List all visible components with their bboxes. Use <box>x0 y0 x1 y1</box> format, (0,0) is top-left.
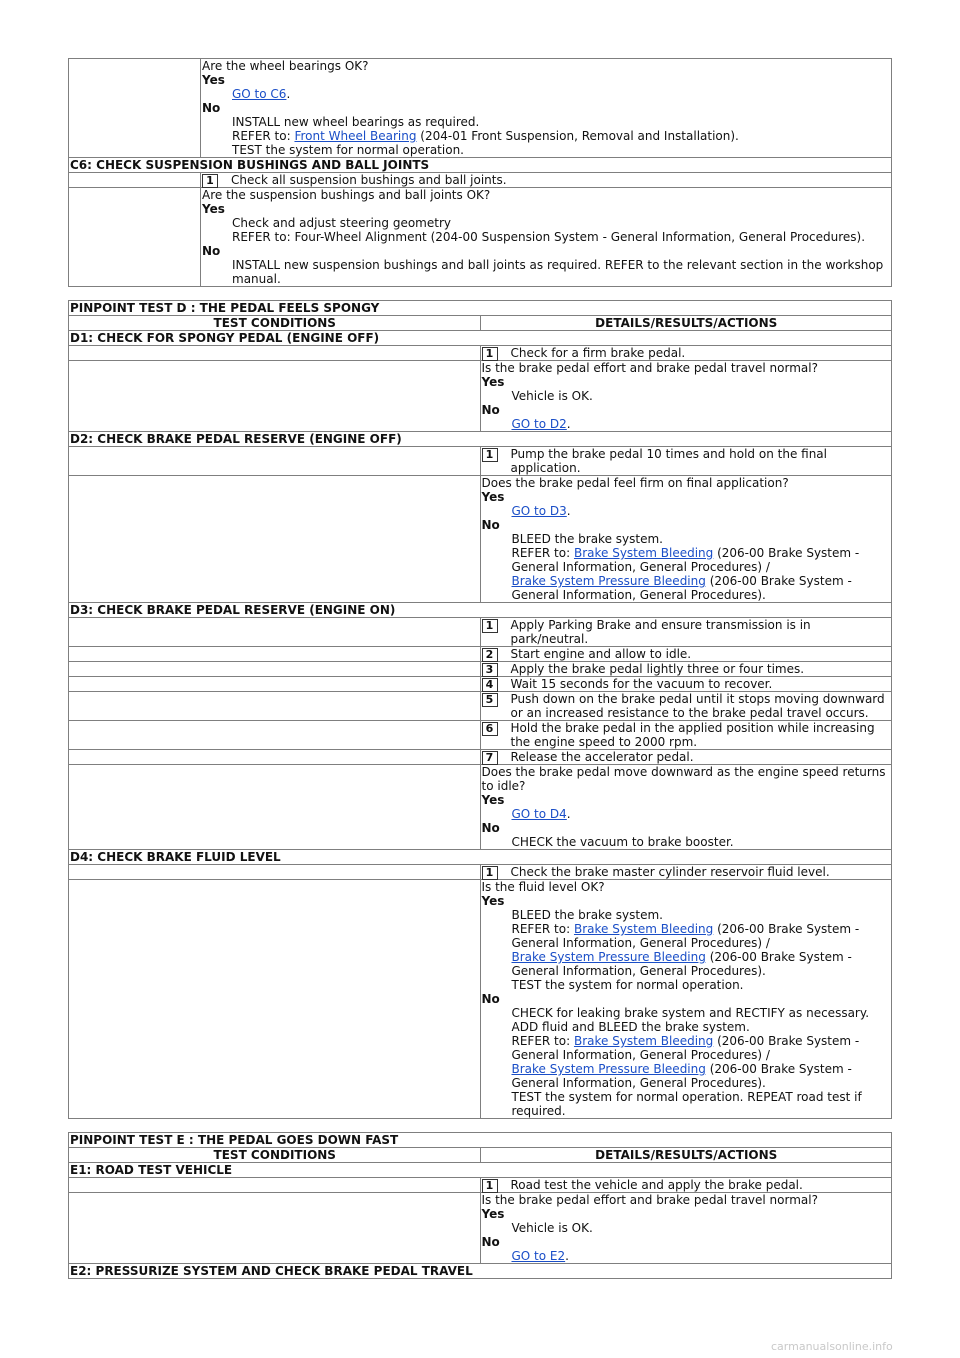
step-number-badge: 5 <box>482 693 498 707</box>
d4-step-header-row <box>69 850 892 865</box>
section-gap <box>68 287 892 300</box>
e2-step-header-row <box>69 1264 892 1279</box>
action-text: BLEED the brake system. <box>511 532 663 546</box>
test-conditions-cell <box>69 447 481 476</box>
step-text: Road test the vehicle and apply the brake pedal. <box>510 1178 803 1192</box>
step-number-badge: 2 <box>482 648 498 662</box>
d3-result-cell <box>480 765 892 850</box>
question-text: Does the brake pedal move downward as the engine speed returns to idle? <box>481 765 886 793</box>
yes-label: Yes <box>202 202 225 216</box>
punct: . <box>566 807 571 821</box>
question-text: Are the wheel bearings OK? <box>202 59 369 73</box>
step-number-badge: 1 <box>482 448 498 462</box>
no-label: No <box>481 821 500 835</box>
section-gap <box>68 1119 892 1132</box>
refer-text: REFER to: Four-Wheel Alignment (204-00 Suspension System - General Information, General Procedures). <box>232 230 866 244</box>
test-title: PINPOINT TEST E : THE PEDAL GOES DOWN FAST <box>69 1133 892 1148</box>
d2-step-row <box>69 447 892 476</box>
step-cell <box>480 346 892 361</box>
c5-result-cell <box>201 59 892 158</box>
action-text: TEST the system for normal operation. <box>232 143 464 157</box>
test-e-title-row <box>69 1133 892 1148</box>
step-header: E2: PRESSURIZE SYSTEM AND CHECK BRAKE PEDAL TRAVEL <box>69 1264 892 1279</box>
d2-step-header-row <box>69 432 892 447</box>
go-to-d3-link[interactable]: GO to D3 <box>511 504 567 518</box>
go-to-d2-link[interactable]: GO to D2 <box>511 417 567 431</box>
punct: . <box>286 87 291 101</box>
step-cell <box>480 662 892 677</box>
test-conditions-cell <box>69 750 481 765</box>
test-conditions-cell <box>69 173 201 188</box>
column-header-details: DETAILS/RESULTS/ACTIONS <box>480 1148 892 1163</box>
no-label: No <box>481 518 500 532</box>
step-cell <box>480 721 892 750</box>
test-conditions-cell <box>69 765 481 850</box>
action-text: BLEED the brake system. <box>511 908 663 922</box>
go-to-e2-link[interactable]: GO to E2 <box>511 1249 566 1263</box>
brake-system-bleeding-link[interactable]: Brake System Bleeding <box>573 1034 714 1048</box>
d4-result-row <box>69 880 892 1119</box>
question-text: Is the brake pedal effort and brake pedal travel normal? <box>481 1193 818 1207</box>
step-number-badge: 1 <box>482 1179 498 1193</box>
step-cell <box>480 647 892 662</box>
yes-label: Yes <box>481 375 505 389</box>
step-header: C6: CHECK SUSPENSION BUSHINGS AND BALL JOINTS <box>69 158 892 173</box>
step-number-badge: 1 <box>482 866 498 880</box>
watermark: carmanualsonline.info <box>771 1340 893 1353</box>
e1-result-row <box>69 1193 892 1264</box>
brake-system-pressure-bleeding-link[interactable]: Brake System Pressure Bleeding <box>511 1062 706 1076</box>
pinpoint-test-e-table <box>68 1132 892 1279</box>
e1-step-row <box>69 1178 892 1193</box>
step-header: D4: CHECK BRAKE FLUID LEVEL <box>69 850 892 865</box>
d1-result-row <box>69 361 892 432</box>
step-number-badge: 7 <box>482 751 498 765</box>
column-header-row <box>69 1148 892 1163</box>
step-text: Release the accelerator pedal. <box>510 750 694 764</box>
d1-step-header-row <box>69 331 892 346</box>
step-number-badge: 1 <box>202 174 218 188</box>
refer-text: (206-00 Brake System - General Information, General Procedures). <box>511 574 852 602</box>
no-label: No <box>481 1235 500 1249</box>
step-cell <box>480 677 892 692</box>
step-cell <box>480 692 892 721</box>
no-label: No <box>202 244 221 258</box>
test-conditions-cell <box>69 618 481 647</box>
column-header-test-conditions: TEST CONDITIONS <box>69 1148 481 1163</box>
refer-text: REFER to: <box>511 1034 574 1048</box>
step-header: D3: CHECK BRAKE PEDAL RESERVE (ENGINE ON) <box>69 603 892 618</box>
question-text: Are the suspension bushings and ball joints OK? <box>202 188 491 202</box>
test-conditions-cell <box>69 59 201 158</box>
step-text: Check all suspension bushings and ball joints. <box>231 173 507 187</box>
yes-label: Yes <box>202 73 225 87</box>
step-text: Apply the brake pedal lightly three or four times. <box>510 662 805 676</box>
no-label: No <box>481 992 500 1006</box>
refer-text: (206-00 Brake System - General Information, General Procedures) / <box>511 922 860 950</box>
action-text: TEST the system for normal operation. <box>511 978 744 992</box>
c6-result-cell <box>201 188 892 287</box>
refer-text: (206-00 Brake System - General Information, General Procedures) / <box>511 546 860 574</box>
column-header-details: DETAILS/RESULTS/ACTIONS <box>480 316 892 331</box>
refer-text: (204-01 Front Suspension, Removal and Installation). <box>416 129 739 143</box>
step-text: Check for a firm brake pedal. <box>510 346 686 360</box>
question-text: Is the brake pedal effort and brake pedal travel normal? <box>481 361 818 375</box>
step-cell <box>480 750 892 765</box>
test-conditions-cell <box>69 1178 481 1193</box>
test-d-title-row <box>69 301 892 316</box>
refer-text: REFER to: <box>511 922 574 936</box>
action-text: Vehicle is OK. <box>511 1221 593 1235</box>
d3-step-row <box>69 677 892 692</box>
pinpoint-test-d-table <box>68 300 892 1119</box>
c6-step-header-row <box>69 158 892 173</box>
question-text: Does the brake pedal feel firm on final application? <box>481 476 789 490</box>
test-conditions-cell <box>69 865 481 880</box>
yes-label: Yes <box>481 894 505 908</box>
punct: . <box>566 417 571 431</box>
d1-result-cell <box>480 361 892 432</box>
step-cell <box>480 1178 892 1193</box>
yes-label: Yes <box>481 1207 505 1221</box>
front-wheel-bearing-link[interactable]: Front Wheel Bearing <box>294 129 417 143</box>
step-text: Hold the brake pedal in the applied position while increasing the engine speed to 2000 rpm. <box>510 721 875 749</box>
no-label: No <box>202 101 221 115</box>
column-header-test-conditions: TEST CONDITIONS <box>69 316 481 331</box>
action-text: Vehicle is OK. <box>511 389 593 403</box>
step-text: Start engine and allow to idle. <box>510 647 692 661</box>
d3-step-row <box>69 618 892 647</box>
step-number-badge: 6 <box>482 722 498 736</box>
d3-step-row <box>69 662 892 677</box>
refer-text: (206-00 Brake System - General Information, General Procedures) / <box>511 1034 860 1062</box>
brake-system-pressure-bleeding-link[interactable]: Brake System Pressure Bleeding <box>511 574 706 588</box>
test-title: PINPOINT TEST D : THE PEDAL FEELS SPONGY <box>69 301 892 316</box>
step-text: Pump the brake pedal 10 times and hold on the final application. <box>510 447 827 475</box>
step-number-badge: 4 <box>482 678 498 692</box>
punct: . <box>566 504 571 518</box>
d3-step-row <box>69 750 892 765</box>
c6-step-row <box>69 173 892 188</box>
step-cell <box>480 618 892 647</box>
d3-result-row <box>69 765 892 850</box>
d3-step-header-row <box>69 603 892 618</box>
step-cell <box>480 865 892 880</box>
test-conditions-cell <box>69 188 201 287</box>
c5-result-row <box>69 59 892 158</box>
d2-result-cell <box>480 476 892 603</box>
brake-system-pressure-bleeding-link[interactable]: Brake System Pressure Bleeding <box>511 950 706 964</box>
d3-step-row <box>69 647 892 662</box>
c6-result-row <box>69 188 892 287</box>
test-conditions-cell <box>69 721 481 750</box>
action-text: INSTALL new suspension bushings and ball joints as required. REFER to the relevant section in the workshop manual. <box>232 258 884 286</box>
go-to-d4-link[interactable]: GO to D4 <box>511 807 567 821</box>
refer-text: REFER to: <box>511 546 574 560</box>
step-header: D2: CHECK BRAKE PEDAL RESERVE (ENGINE OFF) <box>69 432 892 447</box>
test-conditions-cell <box>69 677 481 692</box>
refer-text: (206-00 Brake System - General Information, General Procedures). <box>511 1062 852 1090</box>
d2-result-row <box>69 476 892 603</box>
test-conditions-cell <box>69 647 481 662</box>
d4-result-cell <box>480 880 892 1119</box>
test-conditions-cell <box>69 662 481 677</box>
no-label: No <box>481 403 500 417</box>
step-number-badge: 1 <box>482 619 498 633</box>
refer-text: (206-00 Brake System - General Information, General Procedures). <box>511 950 852 978</box>
test-conditions-cell <box>69 1193 481 1264</box>
step-cell <box>201 173 892 188</box>
step-text: Wait 15 seconds for the vacuum to recover. <box>510 677 773 691</box>
e1-step-header-row <box>69 1163 892 1178</box>
document-page <box>68 58 892 1279</box>
e1-result-cell <box>480 1193 892 1264</box>
d4-step-row <box>69 865 892 880</box>
yes-label: Yes <box>481 490 505 504</box>
d1-step-row <box>69 346 892 361</box>
test-conditions-cell <box>69 346 481 361</box>
brake-system-bleeding-link[interactable]: Brake System Bleeding <box>573 546 714 560</box>
step-number-badge: 1 <box>482 347 498 361</box>
step-header: D1: CHECK FOR SPONGY PEDAL (ENGINE OFF) <box>69 331 892 346</box>
action-text: INSTALL new wheel bearings as required. <box>232 115 480 129</box>
step-text: Push down on the brake pedal until it stops moving downward or an increased resistance to the brake pedal travel occurs. <box>510 692 885 720</box>
action-text: CHECK the vacuum to brake booster. <box>511 835 734 849</box>
test-conditions-cell <box>69 476 481 603</box>
step-number-badge: 3 <box>482 663 498 677</box>
test-conditions-cell <box>69 361 481 432</box>
test-conditions-cell <box>69 692 481 721</box>
column-header-row <box>69 316 892 331</box>
action-text: Check and adjust steering geometry <box>232 216 451 230</box>
go-to-c6-link[interactable]: GO to C6 <box>232 87 287 101</box>
d3-step-row <box>69 692 892 721</box>
punct: . <box>565 1249 569 1263</box>
action-text: CHECK for leaking brake system and RECTIFY as necessary. ADD fluid and BLEED the brake system. <box>511 1006 870 1034</box>
yes-label: Yes <box>481 793 505 807</box>
brake-system-bleeding-link[interactable]: Brake System Bleeding <box>573 922 714 936</box>
pinpoint-test-c-table <box>68 58 892 287</box>
step-header: E1: ROAD TEST VEHICLE <box>69 1163 892 1178</box>
step-text: Apply Parking Brake and ensure transmission is in park/neutral. <box>510 618 811 646</box>
step-cell <box>480 447 892 476</box>
question-text: Is the fluid level OK? <box>481 880 605 894</box>
step-text: Check the brake master cylinder reservoir fluid level. <box>510 865 830 879</box>
d3-step-row <box>69 721 892 750</box>
test-conditions-cell <box>69 880 481 1119</box>
refer-text: REFER to: <box>232 129 295 143</box>
action-text: TEST the system for normal operation. REPEAT road test if required. <box>511 1090 862 1118</box>
